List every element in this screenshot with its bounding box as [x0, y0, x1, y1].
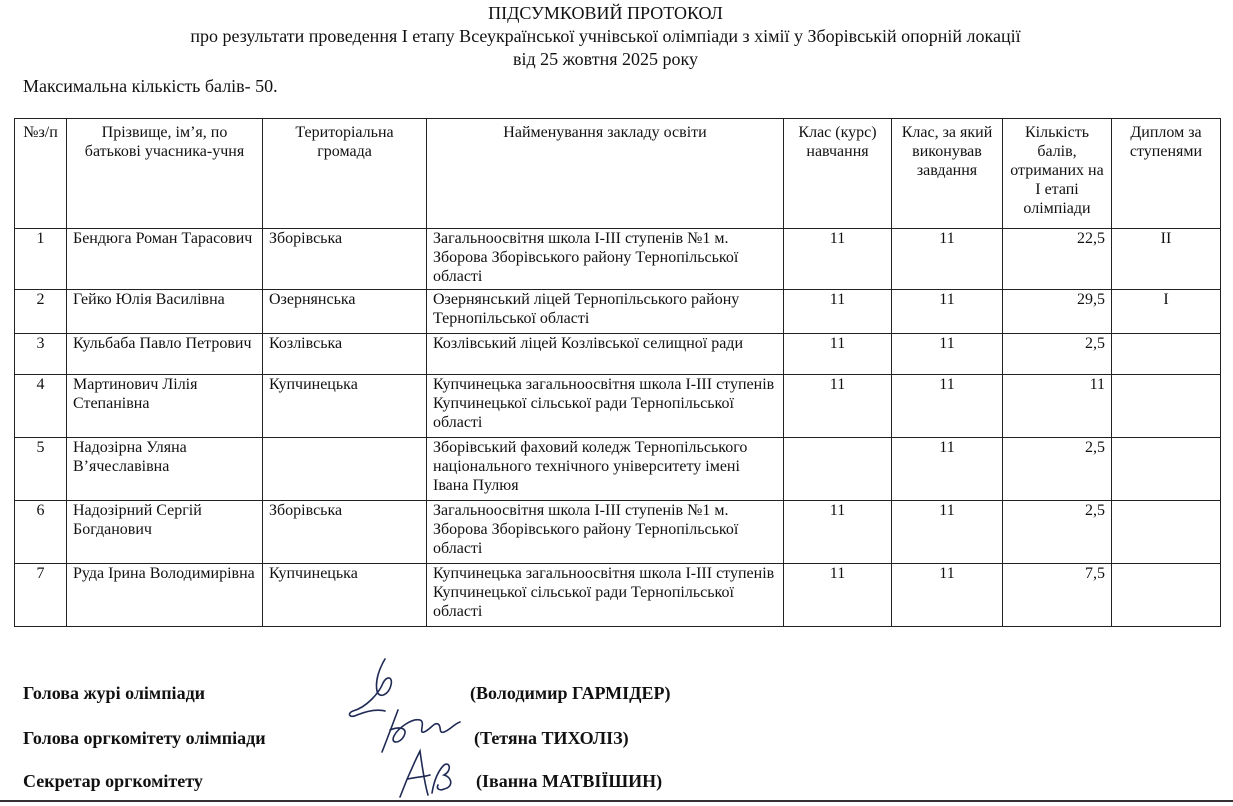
- col-header-score: Кількість балів, отриманих на І етапі олімпіади: [1003, 119, 1112, 229]
- cell-community: Купчинецька: [263, 564, 427, 627]
- cell-grade: 11: [784, 564, 892, 627]
- table-row: [15, 229, 1221, 290]
- cell-row-number: 3: [15, 334, 67, 375]
- cell-diploma: І: [1112, 290, 1221, 334]
- document-subtitle: про результати проведення І етапу Всеукраїнської учнівської олімпіади з хімії у Зборівській опорній локації: [190, 26, 1021, 46]
- cell-score: 22,5: [1003, 229, 1112, 290]
- cell-grade: [784, 438, 892, 501]
- cell-grade: 11: [784, 229, 892, 290]
- cell-grade: 11: [784, 290, 892, 334]
- cell-school-name: Купчинецька загальноосвітня школа І-ІІІ ступенів Купчинецької сільської ради Тернопільської області: [427, 375, 784, 438]
- handwritten-signature-secretary: [388, 745, 458, 803]
- cell-community: Козлівська: [263, 334, 427, 375]
- cell-row-number: 5: [15, 438, 67, 501]
- cell-task-grade: 11: [892, 290, 1003, 334]
- col-header-school: Найменування закладу освіти: [427, 119, 784, 229]
- table-row: [15, 290, 1221, 334]
- cell-grade: 11: [784, 334, 892, 375]
- cell-participant-name: Бендюга Роман Тарасович: [67, 229, 263, 290]
- col-header-grade: Клас (курс) навчання: [784, 119, 892, 229]
- table-row: [15, 375, 1221, 438]
- cell-score: 7,5: [1003, 564, 1112, 627]
- cell-community: Зборівська: [263, 501, 427, 564]
- cell-score: 11: [1003, 375, 1112, 438]
- cell-row-number: 2: [15, 290, 67, 334]
- cell-community: Озернянська: [263, 290, 427, 334]
- cell-school-name: Озернянський ліцей Тернопільського району Тернопільської області: [427, 290, 784, 334]
- cell-task-grade: 11: [892, 438, 1003, 501]
- max-score-note: Максимальна кількість балів- 50.: [23, 76, 278, 96]
- cell-row-number: 6: [15, 501, 67, 564]
- table-row: [15, 334, 1221, 375]
- cell-school-name: Загальноосвітня школа І-ІІІ ступенів №1 м. Зборова Зборівського району Тернопільської області: [427, 501, 784, 564]
- table-header-row: [15, 119, 1221, 229]
- cell-participant-name: Кульбаба Павло Петрович: [67, 334, 263, 375]
- table-row: [15, 501, 1221, 564]
- col-header-number: №з/п: [15, 119, 67, 229]
- cell-diploma: ІІ: [1112, 229, 1221, 290]
- cell-participant-name: Руда Ірина Володимирівна: [67, 564, 263, 627]
- cell-school-name: Загальноосвітня школа І-ІІІ ступенів №1 м. Зборова Зборівського району Тернопільської області: [427, 229, 784, 290]
- col-header-community: Територіальна громада: [263, 119, 427, 229]
- document-date: від 25 жовтня 2025 року: [513, 49, 698, 69]
- table-row: [15, 438, 1221, 501]
- cell-task-grade: 11: [892, 564, 1003, 627]
- cell-participant-name: Надозірний Сергій Богданович: [67, 501, 263, 564]
- cell-school-name: Зборівський фаховий коледж Тернопільського національного технічного університету імені Івана Пулюя: [427, 438, 784, 501]
- cell-task-grade: 11: [892, 334, 1003, 375]
- cell-diploma: [1112, 334, 1221, 375]
- cell-grade: 11: [784, 375, 892, 438]
- cell-participant-name: Мартинович Лілія Степанівна: [67, 375, 263, 438]
- signature-role-secretary: Секретар оргкомітету: [23, 771, 203, 791]
- cell-school-name: Козлівський ліцей Козлівської селищної ради: [427, 334, 784, 375]
- col-header-diploma: Диплом за ступенями: [1112, 119, 1221, 229]
- table-row: [15, 564, 1221, 627]
- signature-name-secretary: (Іванна МАТВІЇШИН): [476, 771, 663, 791]
- cell-participant-name: Гейко Юлія Василівна: [67, 290, 263, 334]
- bottom-divider: [0, 800, 1233, 802]
- cell-diploma: [1112, 501, 1221, 564]
- col-header-name: Прізвище, ім’я, по батькові учасника-учня: [67, 119, 263, 229]
- signature-name-jury-head: (Володимир ГАРМІДЕР): [470, 683, 671, 703]
- cell-score: 29,5: [1003, 290, 1112, 334]
- cell-score: 2,5: [1003, 334, 1112, 375]
- results-table: [14, 118, 1221, 627]
- cell-score: 2,5: [1003, 501, 1112, 564]
- cell-community: Зборівська: [263, 229, 427, 290]
- col-header-task-grade: Клас, за який виконував завдання: [892, 119, 1003, 229]
- cell-community: [263, 438, 427, 501]
- cell-grade: 11: [784, 501, 892, 564]
- cell-participant-name: Надозірна Уляна В’ячеславівна: [67, 438, 263, 501]
- signature-role-orgcommittee-head: Голова оргкомітету олімпіади: [23, 728, 266, 748]
- signature-name-orgcommittee-head: (Тетяна ТИХОЛІЗ): [474, 728, 629, 748]
- cell-school-name: Купчинецька загальноосвітня школа І-ІІІ ступенів Купчинецької сільської ради Тернопільської області: [427, 564, 784, 627]
- cell-task-grade: 11: [892, 501, 1003, 564]
- cell-task-grade: 11: [892, 229, 1003, 290]
- cell-score: 2,5: [1003, 438, 1112, 501]
- cell-row-number: 1: [15, 229, 67, 290]
- signature-role-jury-head: Голова журі олімпіади: [23, 683, 206, 703]
- cell-diploma: [1112, 438, 1221, 501]
- cell-diploma: [1112, 375, 1221, 438]
- cell-row-number: 7: [15, 564, 67, 627]
- cell-community: Купчинецька: [263, 375, 427, 438]
- cell-diploma: [1112, 564, 1221, 627]
- cell-task-grade: 11: [892, 375, 1003, 438]
- document-title: ПІДСУМКОВИЙ ПРОТОКОЛ: [488, 3, 723, 23]
- cell-row-number: 4: [15, 375, 67, 438]
